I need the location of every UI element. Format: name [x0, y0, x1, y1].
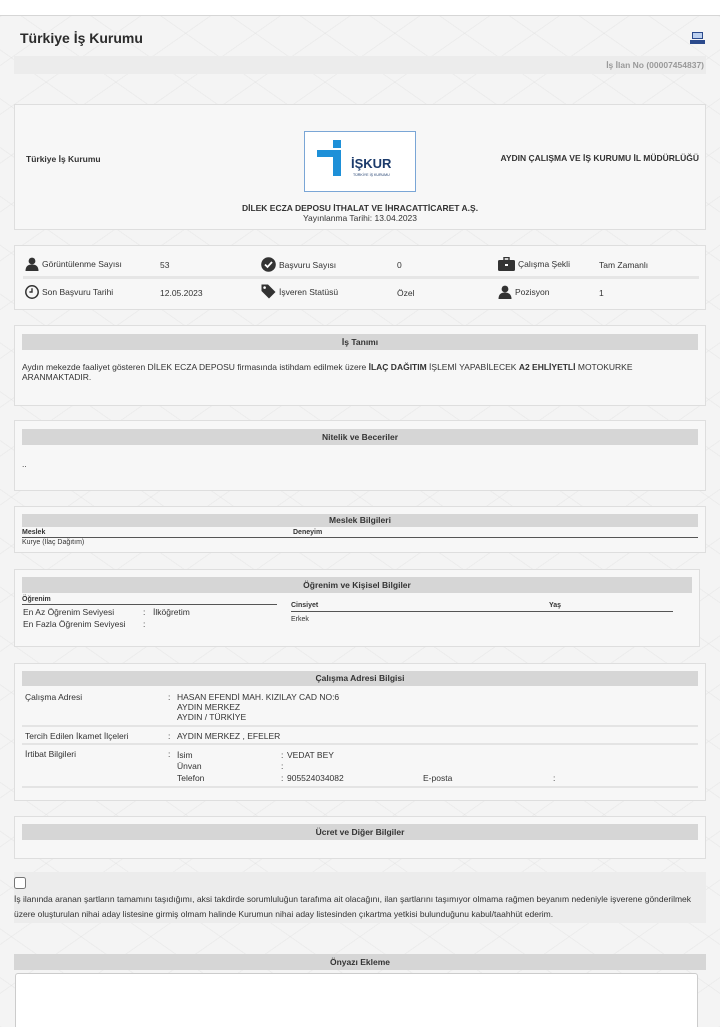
col-experience: Deneyim	[293, 529, 323, 536]
position-stat	[498, 285, 550, 299]
contact-title-label: Ünvan	[177, 761, 202, 771]
stats-panel	[14, 245, 706, 310]
deadline-label: Son Başvuru Tarihi	[42, 287, 114, 297]
max-education-colon: :	[143, 619, 146, 629]
logo-sub-text: TÜRKİYE İŞ KURUMU	[353, 173, 390, 177]
contact-phone-colon: :	[281, 773, 284, 783]
contact-name-label: İsim	[177, 750, 193, 760]
work-address-line2: AYDIN MERKEZ	[177, 702, 241, 712]
address-heading: Çalışma Adresi Bilgisi	[22, 671, 698, 686]
cover-letter-heading: Önyazı Ekleme	[14, 954, 706, 970]
views-stat	[25, 257, 122, 271]
top-bar	[0, 0, 720, 16]
min-education-label: En Az Öğrenim Seviyesi	[23, 607, 115, 617]
salary-heading: Ücret ve Diğer Bilgiler	[22, 824, 698, 840]
briefcase-icon	[498, 257, 515, 271]
contact-label: İrtibat Bilgileri	[25, 749, 77, 759]
employer-status-value: Özel	[397, 288, 415, 298]
profession-panel	[14, 506, 706, 553]
employer-status-label: İşveren Statüsü	[279, 286, 339, 297]
address-divider	[22, 725, 698, 727]
contact-email-label: E-posta	[423, 773, 453, 783]
work-type-label: Çalışma Şekli	[518, 259, 570, 269]
contact-colon: :	[168, 749, 171, 759]
stats-divider	[23, 276, 699, 279]
districts-value: AYDIN MERKEZ , EFELER	[177, 731, 281, 741]
check-circle-icon	[261, 257, 276, 272]
profession-value: Kurye (İlaç Dağıtım)	[22, 539, 85, 546]
user-icon	[25, 257, 39, 271]
work-address-colon: :	[168, 692, 171, 702]
job-description-heading: İş Tanımı	[22, 334, 698, 350]
ilan-no: İş İlan No (00007454837)	[606, 60, 704, 70]
left-org: Türkiye İş Kurumu	[26, 154, 101, 164]
districts-divider	[22, 743, 698, 745]
deadline-value: 12.05.2023	[160, 288, 203, 298]
print-icon[interactable]	[690, 32, 705, 44]
work-address-value	[177, 692, 339, 722]
logo-main-text: İŞKUR	[351, 156, 392, 171]
header-panel	[14, 104, 706, 230]
work-type-stat	[498, 257, 570, 271]
qualifications-panel	[14, 420, 706, 491]
contact-name-value: VEDAT BEY	[287, 750, 334, 760]
contact-phone-label: Telefon	[177, 773, 205, 783]
position-label: Pozisyon	[515, 287, 550, 297]
work-address-line1: HASAN EFENDİ MAH. KIZILAY CAD NO:6	[177, 692, 340, 702]
consent-text: İş ilanında aranan şartların tamamını taşıdığımı, aksi takdirde sorumluluğun tarafıma ait olacağını, ilan şartlarını taşımıyor olmama rağmen beyanım nedeniyle işverene gönderilmek üzere oluşturulan nihai aday listesine girmiş olmam halinde Kurumun nihai aday listesinden çıkartma yetkisi bulunduğunu kabul/taahhüt ederim.	[14, 894, 692, 919]
contact-name-colon: :	[281, 750, 284, 760]
contact-divider	[22, 786, 698, 788]
iskur-logo	[304, 131, 416, 192]
clock-icon	[25, 285, 39, 299]
profession-header-line	[22, 537, 698, 538]
contact-phone-value: 905524034082	[287, 773, 344, 783]
applications-label: Başvuru Sayısı	[279, 259, 337, 270]
districts-colon: :	[168, 731, 171, 741]
salary-panel	[14, 816, 706, 859]
user-icon	[498, 285, 512, 299]
education-heading: Öğrenim ve Kişisel Bilgiler	[22, 577, 692, 593]
employer-status-stat	[261, 284, 338, 299]
address-panel	[14, 663, 706, 801]
deadline-stat	[25, 285, 113, 299]
col-profession: Meslek	[22, 529, 46, 536]
work-type-value: Tam Zamanlı	[599, 260, 649, 270]
min-education-value: İlköğretim	[153, 607, 190, 617]
col-age: Yaş	[549, 602, 562, 609]
profession-heading: Meslek Bilgileri	[22, 514, 698, 527]
work-address-label: Çalışma Adresi	[25, 692, 83, 702]
contact-title-colon: :	[281, 761, 284, 771]
publish-date: Yayınlanma Tarihi: 13.04.2023	[302, 213, 418, 223]
ilan-no-bar	[14, 56, 706, 74]
max-education-label: En Fazla Öğrenim Seviyesi	[23, 619, 126, 629]
position-value: 1	[599, 288, 604, 298]
page-title: Türkiye İş Kurumu	[20, 30, 143, 46]
education-header-line	[22, 604, 277, 605]
gender-value: Erkek	[291, 616, 309, 623]
cover-letter-textarea[interactable]	[15, 973, 698, 1027]
job-description-panel	[14, 325, 706, 406]
applications-stat	[261, 257, 336, 272]
company-name: DİLEK ECZA DEPOSU İTHALAT VE İHRACATTİCARET A.Ş.	[241, 203, 479, 213]
tag-icon	[261, 284, 276, 299]
col-education: Öğrenim	[22, 596, 51, 603]
views-value: 53	[160, 260, 170, 270]
districts-label: Tercih Edilen İkamet İlçeleri	[25, 731, 129, 741]
work-address-line3: AYDIN / TÜRKİYE	[177, 712, 247, 722]
consent-panel	[14, 872, 706, 923]
views-label: Görüntülenme Sayısı	[42, 259, 122, 269]
qualifications-heading: Nitelik ve Beceriler	[22, 429, 698, 445]
contact-email-colon: :	[553, 773, 556, 783]
col-gender: Cinsiyet	[291, 602, 319, 609]
right-org: AYDIN ÇALIŞMA VE İŞ KURUMU İL MÜDÜRLÜĞÜ	[500, 153, 699, 163]
job-description-text: Aydın mekezde faaliyet gösteren DİLEK ECZA DEPOSU firmasında istihdam edilmek üzere İLAÇ DAĞITIM İŞLEMİ YAPABİLECEK A2 EHLİYETLİ MOTOKURKE ARANMAKTADIR.	[22, 362, 633, 382]
qualifications-text: ..	[22, 459, 27, 469]
min-education-colon: :	[143, 607, 146, 617]
gender-header-line	[291, 611, 673, 612]
applications-value: 0	[397, 260, 402, 270]
education-panel	[14, 569, 700, 647]
consent-checkbox[interactable]	[14, 877, 26, 889]
